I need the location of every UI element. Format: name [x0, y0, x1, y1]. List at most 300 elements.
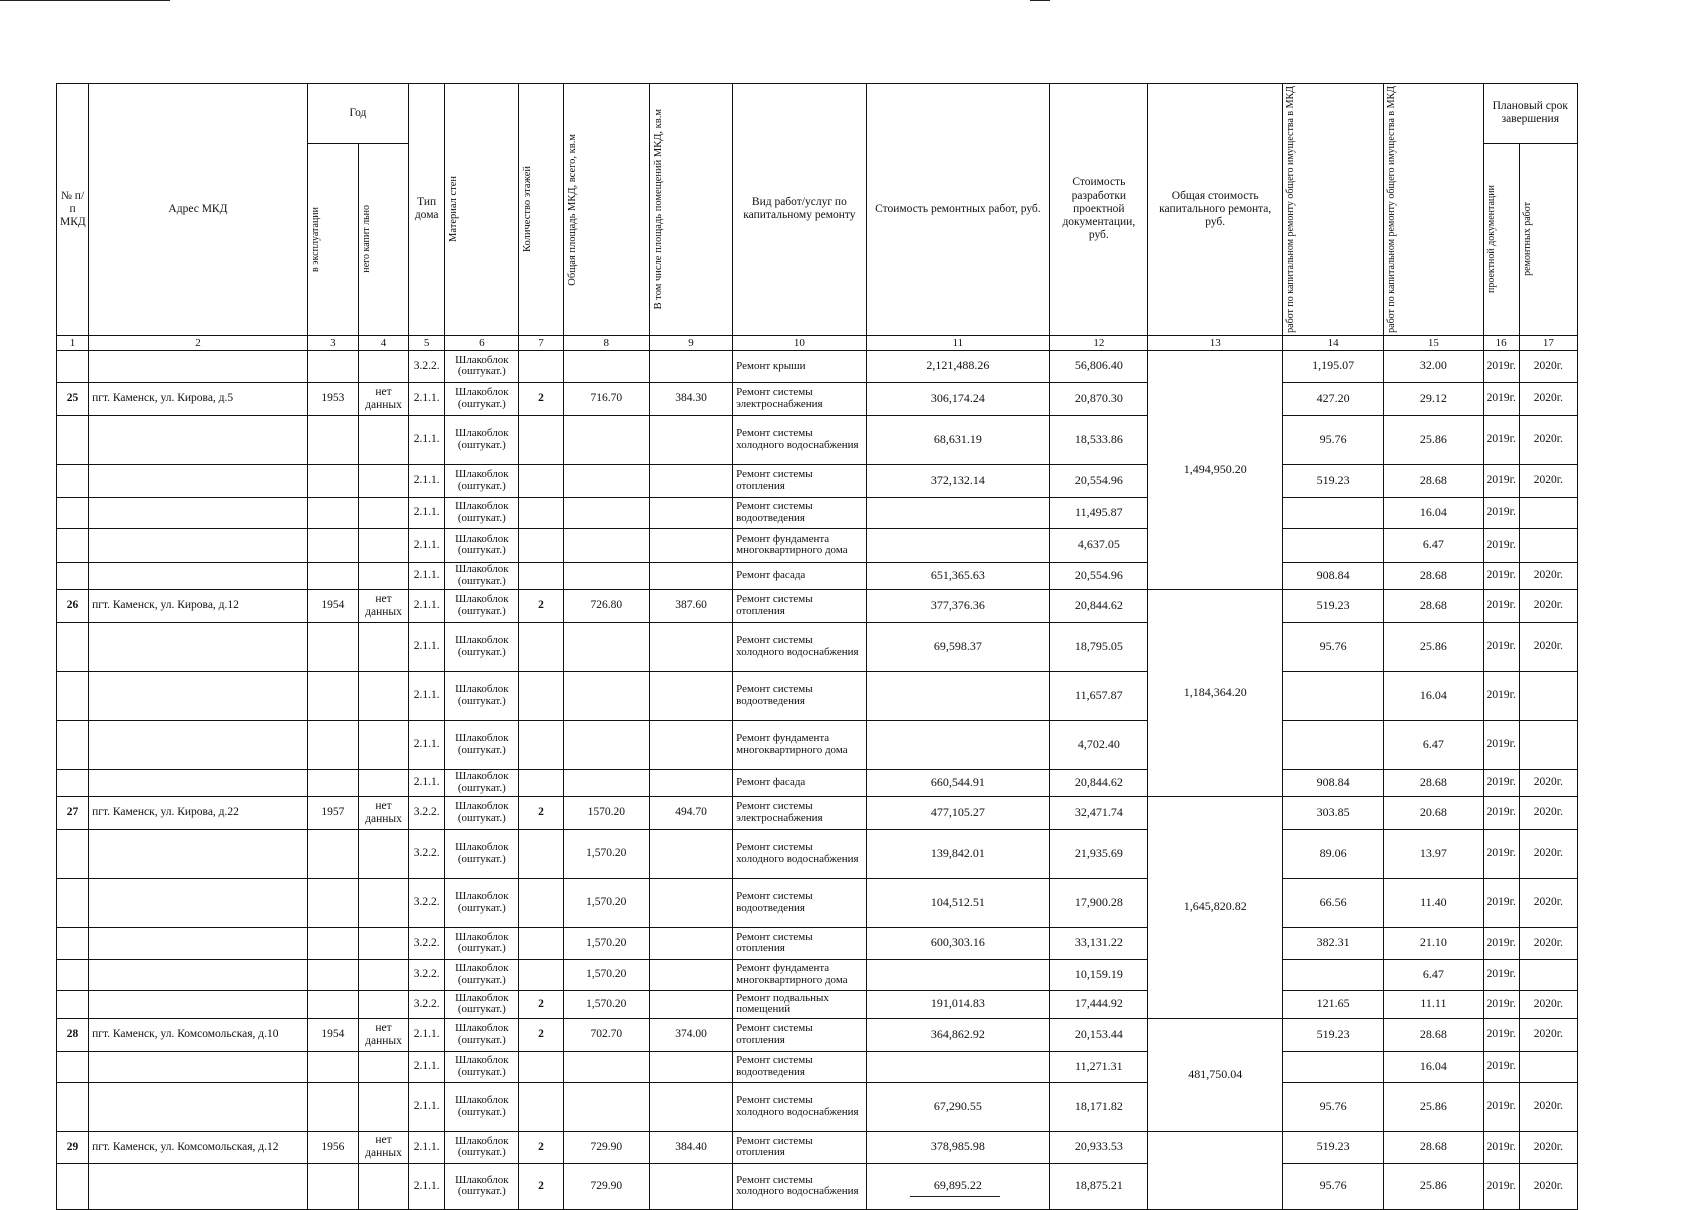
total-area — [563, 671, 649, 720]
house-type: 3.2.2. — [409, 796, 445, 829]
wall-material: Шлакоблок (оштукат.) — [445, 415, 519, 464]
deadline-design: 2019г. — [1483, 671, 1519, 720]
repair-cost — [866, 497, 1050, 528]
column-index: 14 — [1282, 335, 1383, 350]
column-index: 6 — [445, 335, 519, 350]
premises-area — [649, 1082, 732, 1131]
document-sheet — [56, 83, 1578, 1198]
house-type: 2.1.1. — [409, 769, 445, 796]
row-number — [57, 720, 89, 769]
wall-material: Шлакоблок (оштукат.) — [445, 622, 519, 671]
repair-cost: 364,862.92 — [866, 1018, 1050, 1051]
deadline-work: 2020г. — [1519, 927, 1577, 959]
house-type: 2.1.1. — [409, 720, 445, 769]
work-type: Ремонт системы отопления — [733, 589, 866, 622]
deadline-work: 2020г. — [1519, 415, 1577, 464]
year-capital-repair — [358, 1051, 408, 1082]
house-address — [89, 990, 308, 1018]
deadline-work: 2020г. — [1519, 1018, 1577, 1051]
cost-per-sqm-col15: 20.68 — [1384, 796, 1483, 829]
capital-repair-table — [56, 83, 1578, 1210]
design-cost: 18,795.05 — [1050, 622, 1148, 671]
year-capital-repair — [358, 1163, 408, 1209]
year-capital-repair: нет данных — [358, 1131, 408, 1163]
year-exploitation: 1956 — [307, 1131, 358, 1163]
repair-cost: 69,895.22 — [866, 1163, 1050, 1209]
premises-area — [649, 769, 732, 796]
cost-per-sqm-col14: 908.84 — [1282, 769, 1383, 796]
repair-cost: 139,842.01 — [866, 829, 1050, 878]
header-col15 — [1384, 84, 1483, 336]
table-row — [57, 562, 1578, 589]
cost-per-sqm-col14: 95.76 — [1282, 622, 1383, 671]
cost-per-sqm-col14: 519.23 — [1282, 464, 1383, 497]
column-index: 17 — [1519, 335, 1577, 350]
cost-per-sqm-col15: 13.97 — [1384, 829, 1483, 878]
repair-cost: 660,544.91 — [866, 769, 1050, 796]
premises-area — [649, 829, 732, 878]
row-number — [57, 622, 89, 671]
column-index: 4 — [358, 335, 408, 350]
year-capital-repair — [358, 622, 408, 671]
premises-area: 494.70 — [649, 796, 732, 829]
year-capital-repair — [358, 415, 408, 464]
year-exploitation: 1954 — [307, 1018, 358, 1051]
header-year: Год — [307, 84, 408, 144]
deadline-work — [1519, 959, 1577, 990]
year-capital-repair — [358, 562, 408, 589]
cost-per-sqm-col15: 6.47 — [1384, 720, 1483, 769]
deadline-work — [1519, 720, 1577, 769]
deadline-work: 2020г. — [1519, 1131, 1577, 1163]
repair-cost: 377,376.36 — [866, 589, 1050, 622]
deadline-design: 2019г. — [1483, 990, 1519, 1018]
cost-per-sqm-col14: 519.23 — [1282, 1131, 1383, 1163]
year-capital-repair — [358, 927, 408, 959]
header-floors — [519, 84, 563, 336]
house-address — [89, 829, 308, 878]
design-cost: 20,870.30 — [1050, 382, 1148, 415]
wall-material: Шлакоблок (оштукат.) — [445, 497, 519, 528]
year-exploitation — [307, 769, 358, 796]
cost-per-sqm-col15: 28.68 — [1384, 1018, 1483, 1051]
total-area: 1,570.20 — [563, 878, 649, 927]
work-type: Ремонт крыши — [733, 350, 866, 382]
table-row — [57, 350, 1578, 382]
work-type: Ремонт системы холодного водоснабжения — [733, 1163, 866, 1209]
house-type: 2.1.1. — [409, 562, 445, 589]
repair-cost: 191,014.83 — [866, 990, 1050, 1018]
premises-area — [649, 1163, 732, 1209]
work-type: Ремонт системы отопления — [733, 1131, 866, 1163]
premises-area: 387.60 — [649, 589, 732, 622]
cost-per-sqm-col14: 519.23 — [1282, 1018, 1383, 1051]
deadline-work: 2020г. — [1519, 1082, 1577, 1131]
year-capital-repair — [358, 464, 408, 497]
work-type: Ремонт фасада — [733, 562, 866, 589]
deadline-work — [1519, 497, 1577, 528]
deadline-work: 2020г. — [1519, 622, 1577, 671]
house-type: 3.2.2. — [409, 878, 445, 927]
cost-per-sqm-col14 — [1282, 959, 1383, 990]
table-row — [57, 382, 1578, 415]
house-address — [89, 1082, 308, 1131]
year-capital-repair — [358, 671, 408, 720]
deadline-work — [1519, 528, 1577, 562]
year-exploitation — [307, 878, 358, 927]
house-address: пгт. Каменск, ул. Комсомольская, д.10 — [89, 1018, 308, 1051]
design-cost: 21,935.69 — [1050, 829, 1148, 878]
deadline-design: 2019г. — [1483, 589, 1519, 622]
repair-cost: 104,512.51 — [866, 878, 1050, 927]
total-area: 1570.20 — [563, 796, 649, 829]
design-cost: 20,844.62 — [1050, 769, 1148, 796]
floors-count — [519, 622, 563, 671]
floors-count — [519, 415, 563, 464]
header-work-type: Вид работ/услуг по капитальному ремонту — [733, 84, 866, 336]
year-exploitation — [307, 927, 358, 959]
floors-count: 2 — [519, 1018, 563, 1051]
floors-count: 2 — [519, 990, 563, 1018]
design-cost: 4,637.05 — [1050, 528, 1148, 562]
year-exploitation — [307, 497, 358, 528]
deadline-design: 2019г. — [1483, 796, 1519, 829]
wall-material: Шлакоблок (оштукат.) — [445, 350, 519, 382]
header-col14-label: работ по капитальном ремонту общего имущества в МКД — [1284, 86, 1296, 333]
cost-per-sqm-col14: 519.23 — [1282, 589, 1383, 622]
repair-cost — [866, 528, 1050, 562]
house-address — [89, 415, 308, 464]
deadline-design: 2019г. — [1483, 528, 1519, 562]
deadline-design: 2019г. — [1483, 622, 1519, 671]
column-index: 2 — [89, 335, 308, 350]
deadline-design: 2019г. — [1483, 1163, 1519, 1209]
header-year-cap-label: него капит льно — [360, 205, 372, 274]
house-type: 2.1.1. — [409, 1082, 445, 1131]
total-area — [563, 464, 649, 497]
table-row — [57, 1082, 1578, 1131]
house-address — [89, 497, 308, 528]
floors-count: 2 — [519, 589, 563, 622]
cost-per-sqm-col14: 89.06 — [1282, 829, 1383, 878]
row-number — [57, 959, 89, 990]
header-deadline-design — [1483, 143, 1519, 335]
table-row — [57, 497, 1578, 528]
premises-area: 374.00 — [649, 1018, 732, 1051]
design-cost: 10,159.19 — [1050, 959, 1148, 990]
work-type: Ремонт фундамента многоквартирного дома — [733, 959, 866, 990]
wall-material: Шлакоблок (оштукат.) — [445, 1051, 519, 1082]
deadline-work — [1519, 671, 1577, 720]
deadline-design: 2019г. — [1483, 959, 1519, 990]
design-cost: 32,471.74 — [1050, 796, 1148, 829]
house-address — [89, 959, 308, 990]
design-cost: 20,153.44 — [1050, 1018, 1148, 1051]
house-type: 2.1.1. — [409, 1051, 445, 1082]
house-type: 3.2.2. — [409, 829, 445, 878]
wall-material: Шлакоблок (оштукат.) — [445, 382, 519, 415]
scan-edge-mark — [910, 1196, 1000, 1197]
wall-material: Шлакоблок (оштукат.) — [445, 1082, 519, 1131]
premises-area — [649, 622, 732, 671]
column-index: 9 — [649, 335, 732, 350]
row-number: 26 — [57, 589, 89, 622]
repair-cost — [866, 1051, 1050, 1082]
repair-cost: 68,631.19 — [866, 415, 1050, 464]
premises-area: 384.30 — [649, 382, 732, 415]
column-index: 1 — [57, 335, 89, 350]
table-row — [57, 528, 1578, 562]
header-premises-area-label: В том числе площадь помещений МКД, кв.м — [652, 109, 664, 310]
deadline-design: 2019г. — [1483, 562, 1519, 589]
cost-per-sqm-col15: 29.12 — [1384, 382, 1483, 415]
house-address — [89, 1163, 308, 1209]
house-address: пгт. Каменск, ул. Кирова, д.12 — [89, 589, 308, 622]
work-type: Ремонт фундамента многоквартирного дома — [733, 528, 866, 562]
header-deadline-work-label: ремонтных работ — [1521, 202, 1533, 277]
floors-count: 2 — [519, 1163, 563, 1209]
house-address — [89, 878, 308, 927]
wall-material: Шлакоблок (оштукат.) — [445, 528, 519, 562]
deadline-work: 2020г. — [1519, 350, 1577, 382]
year-capital-repair — [358, 497, 408, 528]
work-type: Ремонт системы отопления — [733, 1018, 866, 1051]
house-type: 2.1.1. — [409, 1163, 445, 1209]
total-area — [563, 497, 649, 528]
design-cost: 11,495.87 — [1050, 497, 1148, 528]
wall-material: Шлакоблок (оштукат.) — [445, 671, 519, 720]
premises-area — [649, 528, 732, 562]
wall-material: Шлакоблок (оштукат.) — [445, 990, 519, 1018]
house-type: 2.1.1. — [409, 589, 445, 622]
repair-cost — [866, 720, 1050, 769]
cost-per-sqm-col15: 21.10 — [1384, 927, 1483, 959]
cost-per-sqm-col14: 66.56 — [1282, 878, 1383, 927]
row-number — [57, 1051, 89, 1082]
total-cost: 1,184,364.20 — [1148, 589, 1282, 796]
work-type: Ремонт системы холодного водоснабжения — [733, 829, 866, 878]
column-index: 3 — [307, 335, 358, 350]
house-type: 2.1.1. — [409, 415, 445, 464]
premises-area — [649, 464, 732, 497]
column-index: 8 — [563, 335, 649, 350]
year-exploitation — [307, 959, 358, 990]
work-type: Ремонт фундамента многоквартирного дома — [733, 720, 866, 769]
house-type: 3.2.2. — [409, 990, 445, 1018]
table-row — [57, 878, 1578, 927]
house-address — [89, 562, 308, 589]
deadline-work: 2020г. — [1519, 990, 1577, 1018]
cost-per-sqm-col15: 6.47 — [1384, 528, 1483, 562]
header-num: № п/п МКД — [57, 84, 89, 336]
repair-cost — [866, 671, 1050, 720]
header-address: Адрес МКД — [89, 84, 308, 336]
deadline-work: 2020г. — [1519, 382, 1577, 415]
work-type: Ремонт фасада — [733, 769, 866, 796]
total-area: 729.90 — [563, 1163, 649, 1209]
premises-area — [649, 562, 732, 589]
table-row — [57, 589, 1578, 622]
year-capital-repair — [358, 878, 408, 927]
table-row — [57, 464, 1578, 497]
year-capital-repair — [358, 769, 408, 796]
row-number: 27 — [57, 796, 89, 829]
wall-material: Шлакоблок (оштукат.) — [445, 959, 519, 990]
wall-material: Шлакоблок (оштукат.) — [445, 829, 519, 878]
year-capital-repair — [358, 990, 408, 1018]
cost-per-sqm-col15: 32.00 — [1384, 350, 1483, 382]
cost-per-sqm-col14 — [1282, 528, 1383, 562]
scan-edge-mark — [1030, 0, 1050, 1]
house-type: 2.1.1. — [409, 1018, 445, 1051]
header-repair-cost: Стоимость ремонтных работ, руб. — [866, 84, 1050, 336]
cost-per-sqm-col15: 11.40 — [1384, 878, 1483, 927]
total-area: 716.70 — [563, 382, 649, 415]
cost-per-sqm-col14: 1,195.07 — [1282, 350, 1383, 382]
premises-area — [649, 720, 732, 769]
deadline-design: 2019г. — [1483, 1131, 1519, 1163]
year-exploitation — [307, 671, 358, 720]
house-type: 2.1.1. — [409, 528, 445, 562]
deadline-work: 2020г. — [1519, 878, 1577, 927]
repair-cost: 378,985.98 — [866, 1131, 1050, 1163]
cost-per-sqm-col15: 25.86 — [1384, 622, 1483, 671]
year-capital-repair — [358, 1082, 408, 1131]
table-row — [57, 829, 1578, 878]
cost-per-sqm-col15: 16.04 — [1384, 1051, 1483, 1082]
table-row — [57, 720, 1578, 769]
table-row — [57, 622, 1578, 671]
design-cost: 20,933.53 — [1050, 1131, 1148, 1163]
wall-material: Шлакоблок (оштукат.) — [445, 1163, 519, 1209]
year-exploitation: 1953 — [307, 382, 358, 415]
deadline-design: 2019г. — [1483, 415, 1519, 464]
premises-area — [649, 927, 732, 959]
total-area — [563, 1051, 649, 1082]
design-cost: 17,900.28 — [1050, 878, 1148, 927]
year-exploitation — [307, 829, 358, 878]
deadline-work: 2020г. — [1519, 769, 1577, 796]
header-total-cost: Общая стоимость капитального ремонта, руб. — [1148, 84, 1282, 336]
column-index: 7 — [519, 335, 563, 350]
row-number — [57, 562, 89, 589]
premises-area — [649, 878, 732, 927]
column-index-row — [57, 335, 1578, 350]
house-address — [89, 671, 308, 720]
cost-per-sqm-col15: 25.86 — [1384, 1082, 1483, 1131]
house-type: 3.2.2. — [409, 959, 445, 990]
house-type: 3.2.2. — [409, 350, 445, 382]
work-type: Ремонт системы отопления — [733, 464, 866, 497]
premises-area — [649, 350, 732, 382]
deadline-design: 2019г. — [1483, 1082, 1519, 1131]
house-type: 2.1.1. — [409, 497, 445, 528]
year-exploitation — [307, 528, 358, 562]
repair-cost: 306,174.24 — [866, 382, 1050, 415]
deadline-design: 2019г. — [1483, 350, 1519, 382]
deadline-work: 2020г. — [1519, 1163, 1577, 1209]
repair-cost — [866, 959, 1050, 990]
repair-cost: 600,303.16 — [866, 927, 1050, 959]
house-address — [89, 350, 308, 382]
row-number: 25 — [57, 382, 89, 415]
work-type: Ремонт системы водоотведения — [733, 878, 866, 927]
floors-count — [519, 671, 563, 720]
wall-material: Шлакоблок (оштукат.) — [445, 1018, 519, 1051]
work-type: Ремонт системы электроснабжения — [733, 382, 866, 415]
design-cost: 11,657.87 — [1050, 671, 1148, 720]
row-number — [57, 497, 89, 528]
deadline-design: 2019г. — [1483, 1051, 1519, 1082]
total-area — [563, 1082, 649, 1131]
wall-material: Шлакоблок (оштукат.) — [445, 589, 519, 622]
premises-area — [649, 671, 732, 720]
scan-edge-mark — [0, 0, 170, 1]
total-area — [563, 528, 649, 562]
deadline-design: 2019г. — [1483, 464, 1519, 497]
header-premises-area — [649, 84, 732, 336]
premises-area — [649, 1051, 732, 1082]
floors-count — [519, 927, 563, 959]
wall-material: Шлакоблок (оштукат.) — [445, 878, 519, 927]
work-type: Ремонт системы электроснабжения — [733, 796, 866, 829]
floors-count — [519, 350, 563, 382]
premises-area — [649, 959, 732, 990]
total-area: 726.80 — [563, 589, 649, 622]
wall-material: Шлакоблок (оштукат.) — [445, 769, 519, 796]
work-type: Ремонт системы холодного водоснабжения — [733, 622, 866, 671]
cost-per-sqm-col15: 6.47 — [1384, 959, 1483, 990]
floors-count: 2 — [519, 796, 563, 829]
house-address — [89, 720, 308, 769]
header-deadline: Плановый срок завершения — [1483, 84, 1577, 144]
work-type: Ремонт системы холодного водоснабжения — [733, 415, 866, 464]
table-row — [57, 671, 1578, 720]
house-address — [89, 622, 308, 671]
column-index: 13 — [1148, 335, 1282, 350]
work-type: Ремонт системы водоотведения — [733, 497, 866, 528]
work-type: Ремонт подвальных помещений — [733, 990, 866, 1018]
house-address — [89, 528, 308, 562]
column-index: 15 — [1384, 335, 1483, 350]
year-exploitation — [307, 1163, 358, 1209]
repair-cost: 651,365.63 — [866, 562, 1050, 589]
cost-per-sqm-col15: 25.86 — [1384, 1163, 1483, 1209]
row-number — [57, 415, 89, 464]
header-deadline-work — [1519, 143, 1577, 335]
floors-count — [519, 562, 563, 589]
design-cost: 56,806.40 — [1050, 350, 1148, 382]
repair-cost: 372,132.14 — [866, 464, 1050, 497]
year-exploitation — [307, 350, 358, 382]
wall-material: Шлакоблок (оштукат.) — [445, 464, 519, 497]
premises-area — [649, 497, 732, 528]
repair-cost: 67,290.55 — [866, 1082, 1050, 1131]
header-wall-material-label: Материал стен — [448, 176, 460, 243]
row-number — [57, 671, 89, 720]
cost-per-sqm-col15: 11.11 — [1384, 990, 1483, 1018]
total-area — [563, 769, 649, 796]
premises-area — [649, 415, 732, 464]
cost-per-sqm-col14: 95.76 — [1282, 1163, 1383, 1209]
year-exploitation — [307, 1051, 358, 1082]
row-number — [57, 464, 89, 497]
row-number — [57, 1082, 89, 1131]
header-year-exploit — [307, 143, 358, 335]
floors-count: 2 — [519, 1131, 563, 1163]
deadline-design: 2019г. — [1483, 769, 1519, 796]
floors-count — [519, 1082, 563, 1131]
